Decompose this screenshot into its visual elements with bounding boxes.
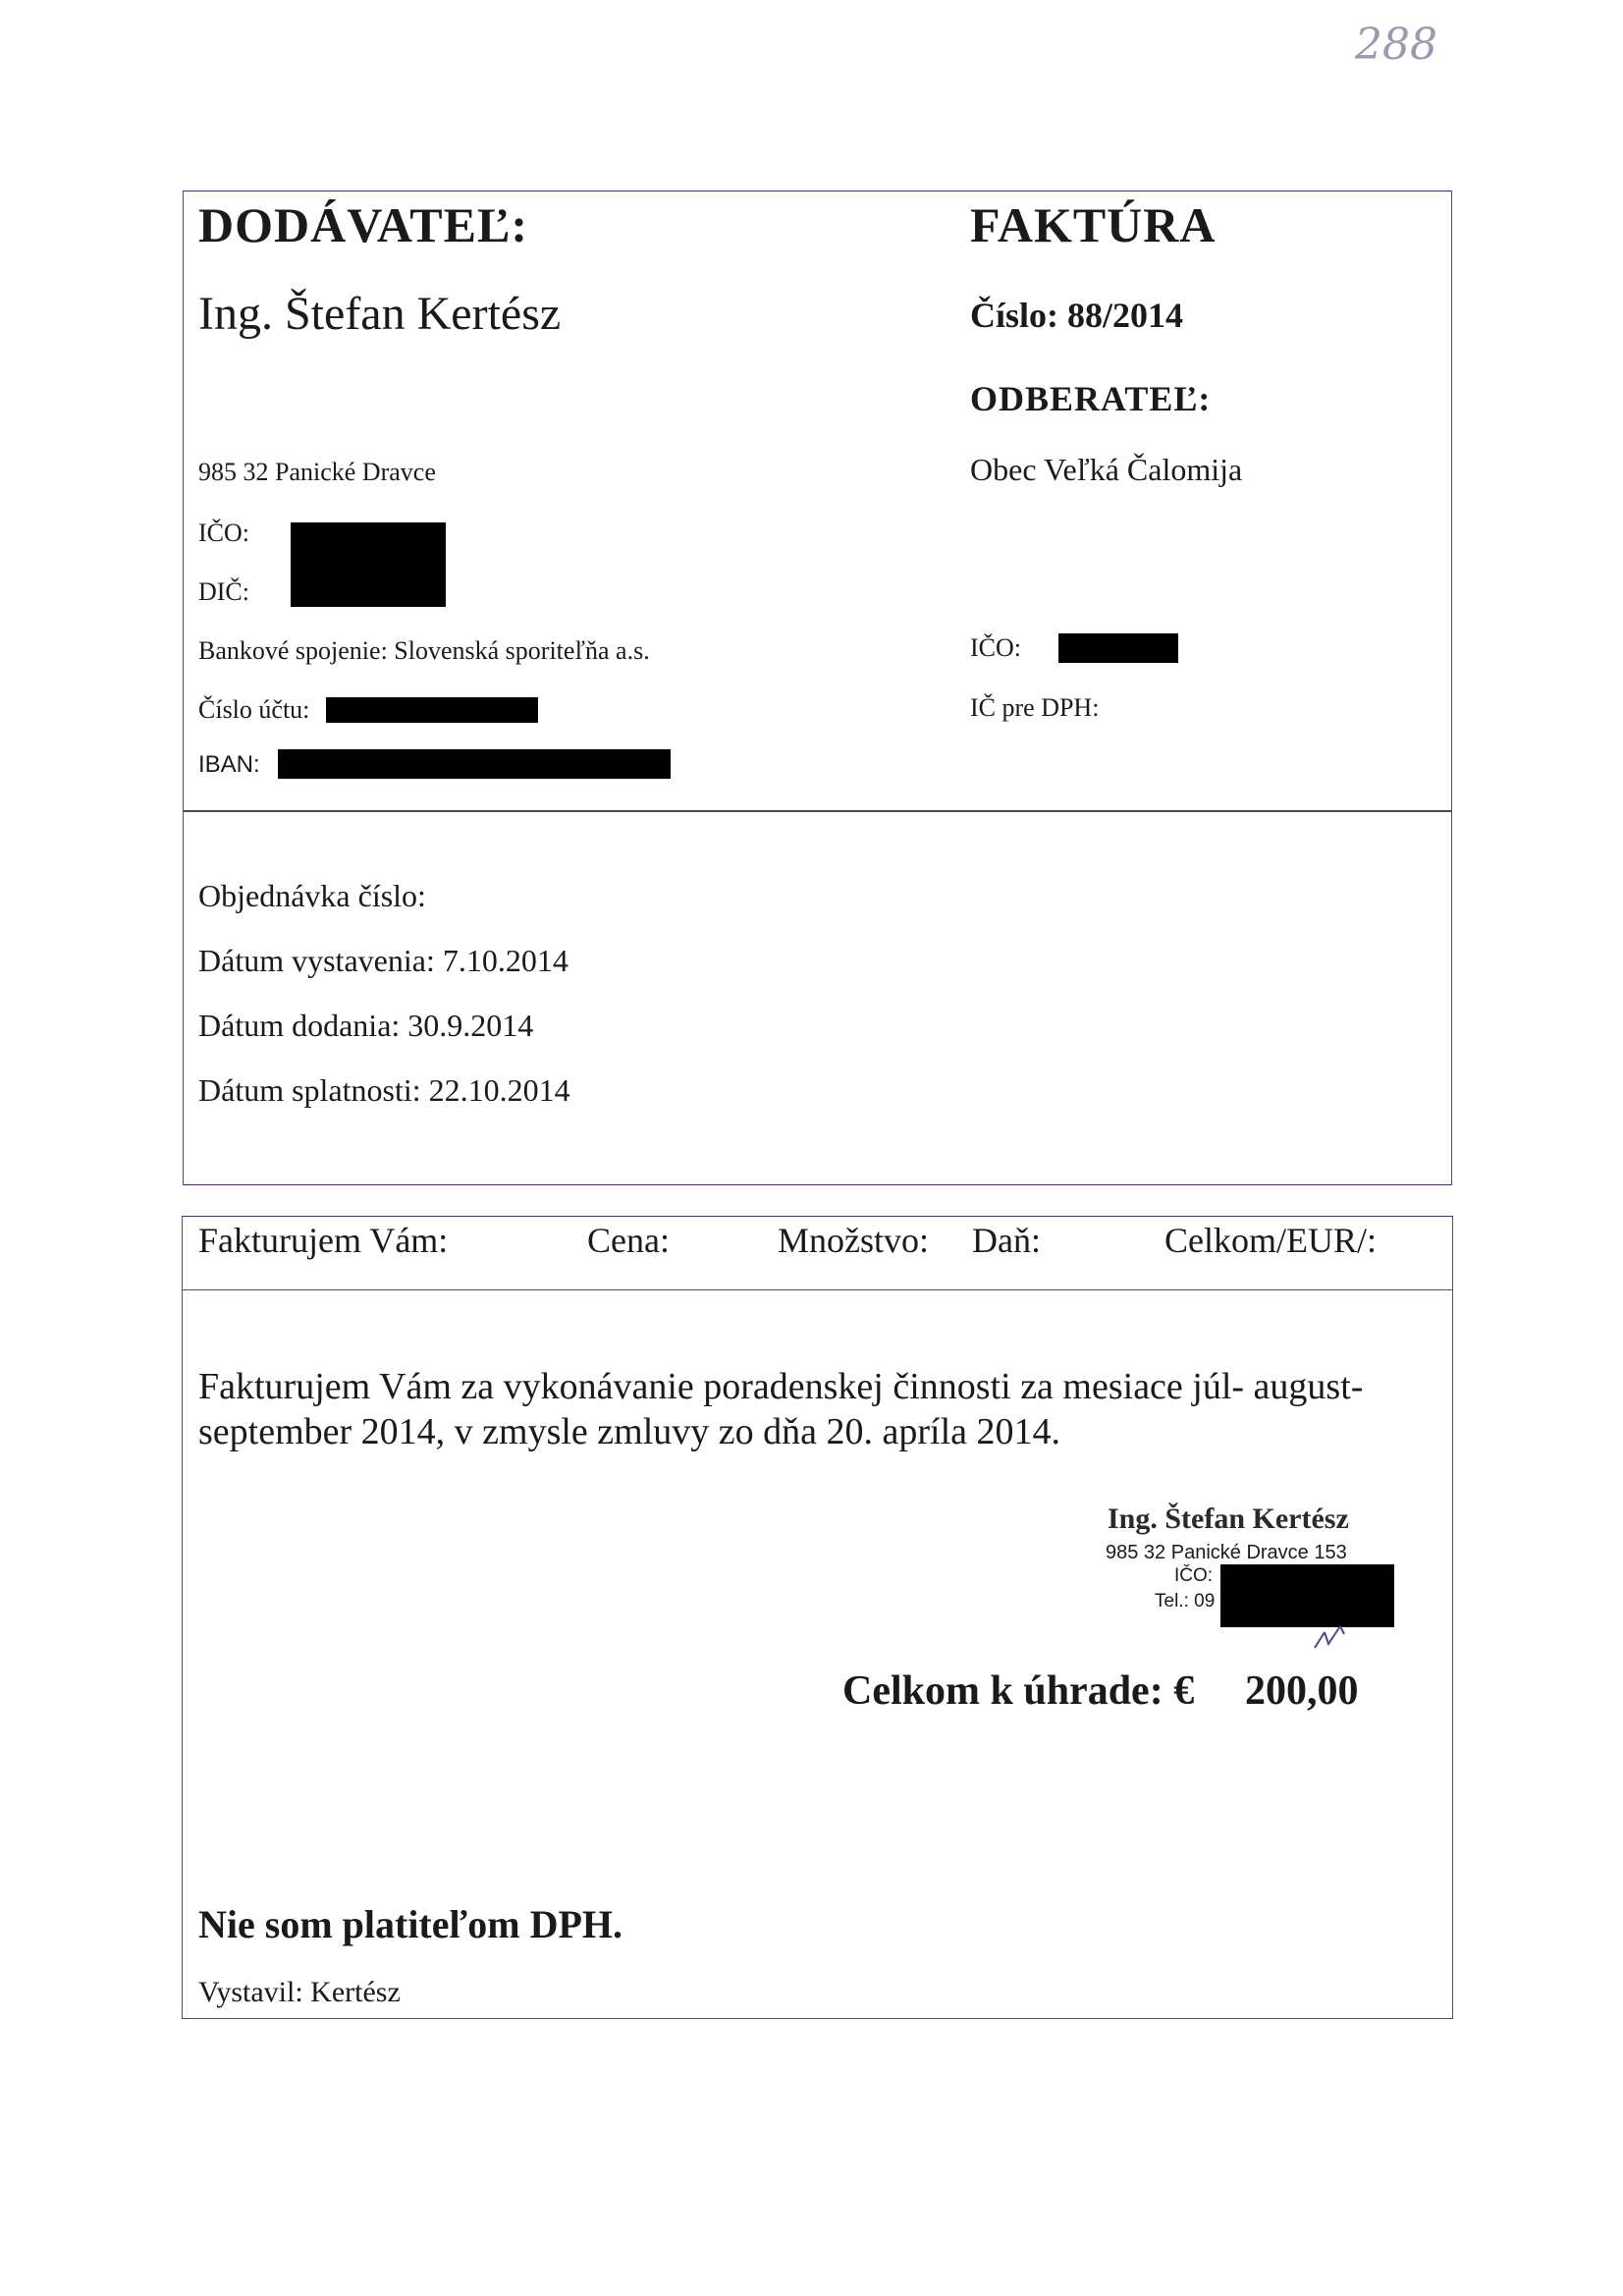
customer-vat-label: IČ pre DPH:: [970, 693, 1100, 722]
total-amount: 200,00: [1245, 1668, 1359, 1714]
col-header-quantity: Množstvo:: [778, 1221, 930, 1260]
supplier-address: 985 32 Panické Dravce: [198, 458, 436, 486]
customer-heading: ODBERATEĽ:: [970, 379, 1212, 418]
supplier-iban-redaction: [278, 749, 671, 779]
supplier-bank: Bankové spojenie: Slovenská sporiteľňa a.s.: [198, 636, 650, 665]
item-description-line1: Fakturujem Vám za vykonávanie poradenskej činnosti za mesiace júl- august-: [198, 1366, 1364, 1407]
supplier-ico-dic-redaction: [291, 522, 446, 607]
stamp-address: 985 32 Panické Dravce 153: [1106, 1542, 1347, 1563]
col-header-total: Celkom/EUR/:: [1164, 1221, 1377, 1260]
dates-box: [183, 810, 1452, 1185]
stamp-redaction: [1220, 1564, 1394, 1627]
col-header-tax: Daň:: [972, 1221, 1041, 1260]
total-label: Celkom k úhrade: €: [842, 1668, 1195, 1714]
signature-mark: [1311, 1622, 1360, 1652]
due-date: Dátum splatnosti: 22.10.2014: [198, 1072, 570, 1108]
col-header-description: Fakturujem Vám:: [198, 1221, 449, 1260]
delivery-date: Dátum dodania: 30.9.2014: [198, 1008, 534, 1043]
supplier-iban-label: IBAN:: [198, 751, 260, 778]
supplier-heading: DODÁVATEĽ:: [198, 197, 528, 252]
item-description-line2: september 2014, v zmysle zmluvy zo dňa 20. apríla 2014.: [198, 1411, 1061, 1452]
stamp-name: Ing. Štefan Kertész: [1108, 1503, 1349, 1535]
vat-note: Nie som platiteľom DPH.: [198, 1902, 623, 1946]
supplier-account-redaction: [326, 697, 538, 723]
supplier-dic-label: DIČ:: [198, 577, 249, 606]
customer-ico-redaction: [1058, 633, 1178, 663]
supplier-name: Ing. Štefan Kertész: [198, 288, 562, 340]
supplier-account-label: Číslo účtu:: [198, 695, 310, 724]
customer-name: Obec Veľká Čalomija: [970, 452, 1243, 487]
stamp-tel-label: Tel.: 09: [1155, 1591, 1216, 1612]
issued-by: Vystavil: Kertész: [198, 1976, 401, 2008]
issue-date: Dátum vystavenia: 7.10.2014: [198, 943, 568, 978]
supplier-ico-label: IČO:: [198, 519, 249, 547]
invoice-number: Číslo: 88/2014: [970, 296, 1184, 335]
items-header-divider: [182, 1289, 1453, 1290]
col-header-price: Cena:: [587, 1221, 670, 1260]
stamp-ico-label: IČO:: [1174, 1565, 1214, 1586]
invoice-title: FAKTÚRA: [970, 197, 1217, 252]
handwritten-page-number: 288: [1355, 20, 1437, 70]
customer-ico-label: IČO:: [970, 633, 1021, 662]
order-number-label: Objednávka číslo:: [198, 878, 426, 913]
